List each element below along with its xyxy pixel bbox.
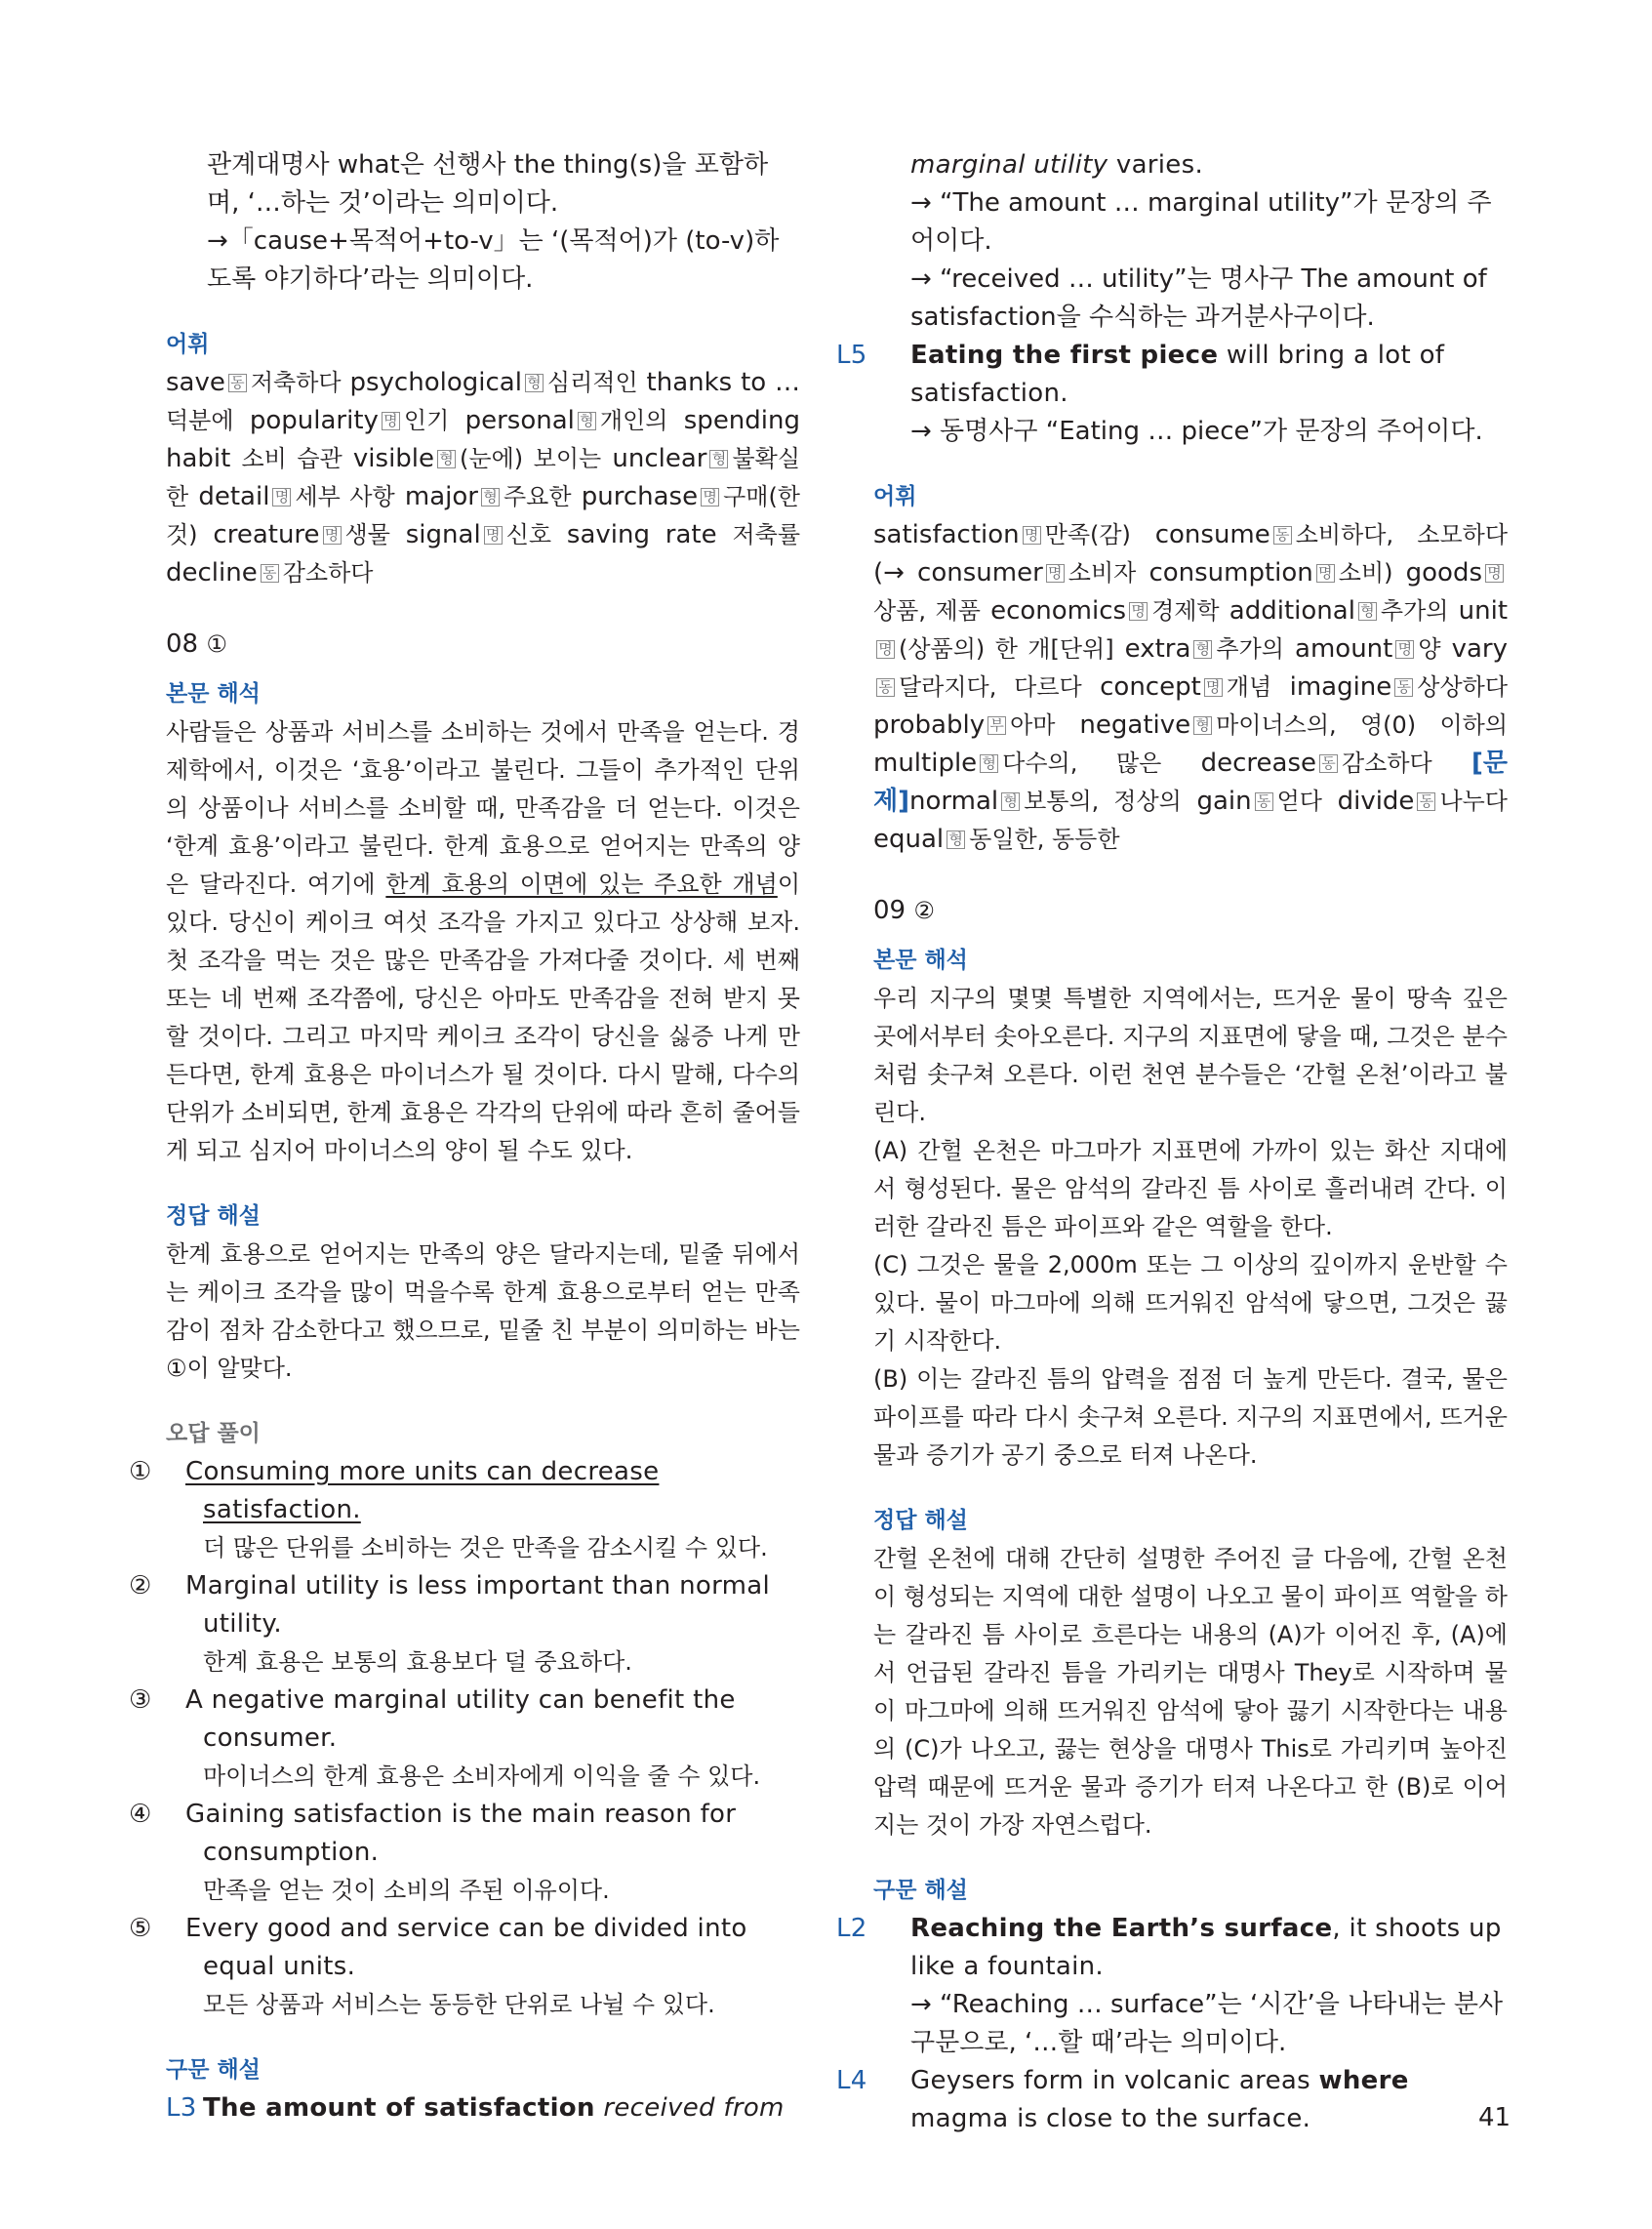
- question-09-number: [873, 892, 1508, 930]
- option-number: ③: [129, 1685, 152, 1715]
- vocab-word: divide: [1337, 787, 1415, 816]
- text-part: , it shoots up like a fountain.: [910, 1914, 1502, 1981]
- vocab-meaning: 감소하다: [1342, 750, 1432, 777]
- vocab-word: visible: [352, 444, 435, 473]
- vocab-item: [1229, 596, 1449, 626]
- grammar-continued: [873, 146, 1508, 337]
- vocab-item: [1125, 634, 1284, 664]
- part-of-speech-box: 부: [987, 716, 1006, 735]
- part-of-speech-box: 형: [481, 488, 500, 507]
- part-of-speech-box: 명: [1395, 640, 1414, 659]
- option-korean: 만족을 얻는 것이 소비의 주된 이유이다.: [203, 1877, 610, 1904]
- part-of-speech-box: 형: [578, 412, 596, 430]
- vocab-item: [349, 368, 637, 397]
- option-english: [129, 1910, 800, 1986]
- vocab-item: [1338, 787, 1508, 816]
- vocab-word: concept: [1100, 672, 1201, 702]
- paragraph: (B) 이는 갈라진 틈의 압력을 점점 더 높게 만든다. 결국, 물은 파이프를 따라 다시 솟구쳐 오른다. 지구의 지표면에서, 뜨거운 물과 증기가 공기 중으로 터져 나온다.: [873, 1365, 1508, 1469]
- bold-word: where: [1318, 2066, 1409, 2095]
- vocab-word: equal: [873, 825, 945, 854]
- vocab-word: imagine: [1289, 672, 1392, 702]
- part-of-speech-box: 형: [525, 374, 544, 392]
- vocab-item: [873, 825, 1120, 854]
- vocab-item: [1201, 749, 1432, 778]
- option-text: Consuming more units can decrease satisfaction.: [185, 1457, 660, 1524]
- vocab-meaning: 다수의, 많은: [1002, 750, 1162, 777]
- option-english: [129, 1453, 800, 1529]
- vocab-item: [873, 520, 1131, 549]
- part-of-speech-box: 동: [1319, 754, 1338, 773]
- vocab-word: personal: [464, 406, 575, 435]
- vocab-meaning: 상품, 제품: [873, 597, 981, 625]
- vocab-item: [873, 558, 1136, 588]
- vocab-item: [405, 482, 572, 511]
- vocab-word: consumption: [1148, 558, 1313, 588]
- vocab-word: decline: [166, 558, 258, 588]
- vocab-meaning: 마이너스의, 영(0) 이하의: [1216, 711, 1508, 739]
- vocab-word: save: [166, 368, 225, 397]
- part-of-speech-box: 명: [1485, 564, 1504, 583]
- vocab-meaning: 달라지다, 다르다: [899, 673, 1082, 701]
- text-part: 이 있다. 당신이 케이크 여섯 조각을 가지고 있다고 상상해 보자. 첫 조각을 먹는 것은 많은 만족감을 가져다줄 것이다. 세 번째 또는 네 번째 조각쯤에, 당신은 아마도 만족감을 전혀 받지 못할 것이다. 그리고 마지막 케이크 조각이 당신을 싫증 나게 만든다면, 한계 효용은 마이너스가 될 것이다. 다시 말해, 다수의 단위가 소비되면, 한계 효용은 각각의 단위에 따라 흔히 줄어들게 되고 심지어 마이너스의 양이 될 수도 있다.: [166, 871, 801, 1164]
- option-english: [129, 1567, 800, 1643]
- part-of-speech-box: 명: [323, 526, 342, 545]
- vocab-meaning: 보통의, 정상의: [1024, 788, 1182, 815]
- text-part: varies.: [1108, 150, 1204, 180]
- vocab-item: [1155, 520, 1508, 549]
- paragraph: 우리 지구의 몇몇 특별한 지역에서는, 뜨거운 물이 땅속 깊은 곳에서부터 솟아오른다. 지구의 지표면에 닿을 때, 그것은 분수처럼 솟구쳐 오른다. 이런 천연 분수들은 ‘간헐 온천’이라고 불린다.: [873, 985, 1508, 1126]
- part-of-speech-box: 동: [228, 374, 247, 392]
- vocab-meaning: 구매(한 것): [166, 483, 800, 548]
- vocab-word: additional: [1229, 596, 1355, 626]
- vocab-word: unclear: [612, 444, 707, 473]
- vocab-meaning: 심리적인: [546, 369, 638, 396]
- part-of-speech-box: 형: [980, 754, 998, 773]
- vocab-item: [567, 520, 800, 549]
- grammar-line-l3: [166, 2089, 800, 2128]
- part-of-speech-box: 형: [1358, 602, 1377, 621]
- option-text: Every good and service can be divided into equal units.: [185, 1914, 747, 1981]
- grammar-notes-continued: [166, 146, 800, 299]
- vocab-meaning: 소비): [1338, 559, 1393, 587]
- vocab-word: normal: [909, 787, 999, 816]
- vocab-meaning: 개인의: [599, 407, 668, 434]
- vocab-item: [873, 710, 1055, 740]
- vocab-word: unit: [1458, 596, 1509, 626]
- answer-mark: ①: [206, 630, 227, 658]
- vocab-item: [166, 558, 373, 588]
- vocab-word: popularity: [249, 406, 379, 435]
- option-list: [129, 1453, 800, 2024]
- line-label: L5: [836, 341, 867, 370]
- continued-line: [910, 146, 1508, 184]
- vocab-word: detail: [198, 482, 270, 511]
- part-of-speech-box: 명: [1046, 564, 1065, 583]
- vocab-meaning: 나누다: [1439, 788, 1508, 815]
- text-part: Geysers form in volcanic areas: [910, 2066, 1319, 2095]
- vocab-word: negative: [1079, 710, 1191, 740]
- vocab-word: purchase: [581, 482, 699, 511]
- option-korean: 마이너스의 한계 효용은 소비자에게 이익을 줄 수 있다.: [203, 1763, 761, 1790]
- question-08-number: [166, 626, 800, 664]
- vocab-item: [990, 596, 1220, 626]
- vocab-item: [465, 406, 668, 435]
- bold-phrase: Reaching the Earth’s surface: [910, 1914, 1333, 1943]
- vocab-word: psychological: [349, 368, 522, 397]
- vocab-word: consume: [1154, 520, 1270, 549]
- part-of-speech-box: 명: [484, 526, 503, 545]
- vocab-meaning: 아마: [1010, 711, 1056, 739]
- part-of-speech-box: 명: [1129, 602, 1148, 621]
- vocab-item: [213, 520, 390, 549]
- vocab-word: vary: [1451, 634, 1509, 664]
- vocab-item: [1079, 710, 1508, 740]
- underlined-phrase: 한계 효용의 이면에 있는 주요한 개념: [385, 871, 778, 898]
- part-of-speech-box: 동: [261, 564, 279, 583]
- answer-heading: 정답 해설: [166, 1203, 261, 1229]
- vocab-word: creature: [213, 520, 320, 549]
- option-text: Marginal utility is less important than normal utility.: [185, 1571, 770, 1639]
- bold-phrase: Eating the first piece: [910, 341, 1219, 370]
- vocab-word: goods: [1405, 558, 1482, 588]
- vocab-word: saving rate: [566, 520, 717, 549]
- vocab-meaning: 양: [1418, 635, 1441, 663]
- note-line: → “received … utility”는 명사구 The amount of satisfaction을 수식하는 과거분사구이다.: [910, 264, 1487, 332]
- bold-phrase: The amount of satisfaction: [203, 2093, 595, 2123]
- vocab-word: major: [404, 482, 478, 511]
- vocab-meaning: 감소하다: [282, 559, 374, 587]
- line-label: L2: [836, 1914, 867, 1943]
- vocab-word: decrease: [1200, 749, 1316, 778]
- text-part: magma is close to the surface.: [910, 2104, 1311, 2133]
- translation-heading: 본문 해석: [873, 948, 968, 973]
- part-of-speech-box: 명: [701, 488, 719, 507]
- paragraph: (C) 그것은 물을 2,000m 또는 그 이상의 깊이까지 운반할 수 있다. 물이 마그마에 의해 뜨거워진 암석에 닿으면, 그것은 끓기 시작한다.: [873, 1251, 1508, 1355]
- vocab-item: [406, 520, 551, 549]
- note-line: → “The amount … marginal utility”가 문장의 주어이다.: [910, 188, 1492, 256]
- part-of-speech-box: 동: [876, 678, 895, 697]
- vocab-meaning: 경제학: [1151, 597, 1220, 625]
- vocab-word: (→ consumer: [873, 558, 1043, 588]
- page-number: 41: [1478, 2103, 1511, 2132]
- part-of-speech-box: 동: [1255, 792, 1273, 811]
- paragraph: (A) 간헐 온천은 마그마가 지표면에 가까이 있는 화산 지대에서 형성된다. 물은 암석의 갈라진 틈 사이로 흘러내려 간다. 이러한 갈라진 틈은 파이프와 같은 역할을 한다.: [873, 1137, 1508, 1240]
- wrong-answer-heading: 오답 풀이: [166, 1421, 261, 1446]
- vocab-word: extra: [1124, 634, 1191, 664]
- grammar-line-l4: [836, 2062, 1508, 2138]
- vocab-meaning: (눈에) 보이는: [460, 445, 602, 472]
- part-of-speech-box: 형: [1193, 640, 1212, 659]
- vocab-word: gain: [1196, 787, 1252, 816]
- part-of-speech-box: 동: [1394, 678, 1413, 697]
- vocab-item: [1290, 672, 1508, 702]
- vocab-item: [1100, 672, 1271, 702]
- note-line: → “Reaching … surface”는 ‘시간’을 나타내는 분사구문으로, ‘…할 때’라는 의미이다.: [910, 1990, 1504, 2057]
- translation-text: [873, 980, 1508, 1475]
- vocab-meaning: 신호: [505, 521, 552, 548]
- vocab-item: [1196, 787, 1322, 816]
- vocab-word: probably: [873, 710, 986, 740]
- vocab-heading: 어휘: [166, 332, 210, 357]
- vocab-item: [1295, 634, 1441, 664]
- part-of-speech-box: 동: [1273, 526, 1292, 545]
- vocab-meaning: 생물: [344, 521, 390, 548]
- part-of-speech-box: 동: [1417, 792, 1435, 811]
- vocab-meaning: 저축하다: [250, 369, 342, 396]
- right-column: [836, 146, 1509, 2138]
- vocab-meaning: 덕분에: [166, 407, 234, 434]
- option-number: ②: [129, 1571, 152, 1601]
- vocab-item: [1148, 558, 1392, 588]
- vocab-word: amount: [1295, 634, 1393, 664]
- part-of-speech-box: 형: [1001, 792, 1020, 811]
- vocab-item: [250, 406, 449, 435]
- vocab-meaning: 소비하다, 소모하다: [1295, 521, 1509, 548]
- answer-text: 한계 효용으로 얻어지는 만족의 양은 달라지는데, 밑줄 뒤에서는 케이크 조각을 많이 먹을수록 한계 효용으로부터 얻는 만족감이 점차 감소한다고 했으므로, 밑줄 친 부분이 의미하는 바는 ①이 알맞다.: [166, 1240, 800, 1382]
- part-of-speech-box: 명: [876, 640, 895, 659]
- translation-heading: 본문 해석: [166, 681, 261, 707]
- part-of-speech-box: 명: [382, 412, 400, 430]
- vocab-word: multiple: [873, 749, 978, 778]
- option-korean: 한계 효용은 보통의 효용보다 덜 중요하다.: [203, 1648, 632, 1676]
- option-english: [129, 1682, 800, 1758]
- vocab-word: thanks to …: [646, 368, 801, 397]
- vocab-meaning: 얻다: [1276, 788, 1322, 815]
- vocab-item: [353, 444, 601, 473]
- part-of-speech-box: 형: [1193, 716, 1212, 735]
- note-line: →「cause+목적어+to-v」는 ‘(목적어)가 (to-v)하도록 야기하다’라는 의미이다.: [207, 226, 780, 294]
- question-number: 08: [166, 629, 199, 659]
- vocab-meaning: 상상하다: [1417, 673, 1509, 701]
- vocab-meaning: 인기: [403, 407, 450, 434]
- option-english: [129, 1796, 800, 1872]
- vocab-word: economics: [990, 596, 1127, 626]
- text-part: will bring a lot of satisfaction.: [910, 341, 1445, 408]
- vocab-section-tag: [문제]: [873, 749, 1509, 816]
- translation-text: [166, 713, 800, 1170]
- vocab-meaning: (상품의) 한 개[단위]: [899, 635, 1114, 663]
- vocab-meaning: 추가의: [1216, 635, 1284, 663]
- grammar-heading: 구문 해설: [166, 2057, 261, 2083]
- option-text: A negative marginal utility can benefit the consumer.: [185, 1685, 736, 1753]
- note-line: 관계대명사 what은 선행사 the thing(s)을 포함하며, ‘…하는 것’이라는 의미이다.: [207, 150, 769, 218]
- vocab-word: spending habit: [166, 406, 800, 473]
- vocab-meaning: 세부 사항: [295, 483, 395, 510]
- italic-phrase: marginal utility: [910, 150, 1108, 180]
- vocab-meaning: 불확실한: [166, 445, 801, 510]
- line-label: L4: [836, 2066, 867, 2095]
- part-of-speech-box: 명: [272, 488, 291, 507]
- part-of-speech-box: 형: [437, 450, 456, 468]
- option-number: ①: [129, 1457, 152, 1486]
- vocab-meaning: 동일한, 동등한: [969, 826, 1120, 853]
- option-text: Gaining satisfaction is the main reason for consumption.: [185, 1800, 737, 1867]
- part-of-speech-box: 명: [1204, 678, 1223, 697]
- grammar-line-l2: [836, 1910, 1508, 1986]
- note-line: → 동명사구 “Eating … piece”가 문장의 주어이다.: [910, 417, 1483, 446]
- text-part: 사람들은 상품과 서비스를 소비하는 것에서 만족을 얻는다. 경제학에서, 이것은 ‘효용’이라고 불린다. 그들이 추가적인 단위의 상품이나 서비스를 소비할 때, 만족감을 더 얻는다. 이것은 ‘한계 효용’이라고 불린다. 한계 효용으로 얻어지는 만족의 양은 달라진다. 여기에: [166, 718, 800, 898]
- option-number: ⑤: [129, 1914, 152, 1943]
- vocab-meaning: 추가의: [1380, 597, 1449, 625]
- italic-phrase: received from: [603, 2093, 785, 2123]
- option-korean: 모든 상품과 서비스는 동등한 단위로 나뉠 수 있다.: [203, 1991, 715, 2018]
- vocab-list: [873, 516, 1508, 859]
- answer-text: 간헐 온천에 대해 간단히 설명한 주어진 글 다음에, 간헐 온천이 형성되는 지역에 대한 설명이 나오고 물이 파이프 역할을 하는 갈라진 틈 사이로 흐른다는 내용의 (A)가 이어진 후, (A)에서 언급된 갈라진 틈을 가리키는 대명사 They로 시작하며 물이 마그마에 의해 뜨거워진 암석에 닿아 끓기 시작한다는 내용의 (C)가 나오고, 끓는 현상을 대명사 This로 가리키며 높아진 압력 때문에 뜨거운 물과 증기가 터져 나온다고 한 (B)로 이어지는 것이 가장 자연스럽다.: [873, 1545, 1508, 1839]
- part-of-speech-box: 명: [1316, 564, 1335, 583]
- answer-heading: 정답 해설: [873, 1508, 968, 1533]
- vocab-heading: 어휘: [873, 484, 917, 509]
- vocab-item: [873, 749, 1161, 778]
- vocab-word: signal: [405, 520, 481, 549]
- vocab-meaning: 개념: [1226, 673, 1272, 701]
- vocab-word: satisfaction: [873, 520, 1020, 549]
- vocab-meaning: 소비 습관: [241, 445, 342, 472]
- option-number: ④: [129, 1800, 152, 1829]
- part-of-speech-box: 명: [1023, 526, 1041, 545]
- vocab-meaning: 소비자: [1068, 559, 1137, 587]
- grammar-line-l5: [836, 337, 1508, 413]
- vocab-item: [198, 482, 394, 511]
- left-column: [129, 146, 801, 2128]
- vocab-meaning: 저축률: [732, 521, 801, 548]
- vocab-meaning: 만족(감): [1044, 521, 1131, 548]
- option-korean: 더 많은 단위를 소비하는 것은 만족을 감소시킬 수 있다.: [203, 1534, 768, 1561]
- vocab-meaning: 주요한: [503, 483, 572, 510]
- answer-mark: ②: [913, 897, 935, 924]
- question-number: 09: [873, 896, 907, 925]
- vocab-list: [166, 364, 800, 592]
- line-label: L3: [166, 2093, 197, 2123]
- vocab-item: [166, 368, 342, 397]
- part-of-speech-box: 형: [709, 450, 728, 468]
- grammar-heading: 구문 해설: [873, 1878, 968, 1903]
- part-of-speech-box: 형: [947, 831, 965, 849]
